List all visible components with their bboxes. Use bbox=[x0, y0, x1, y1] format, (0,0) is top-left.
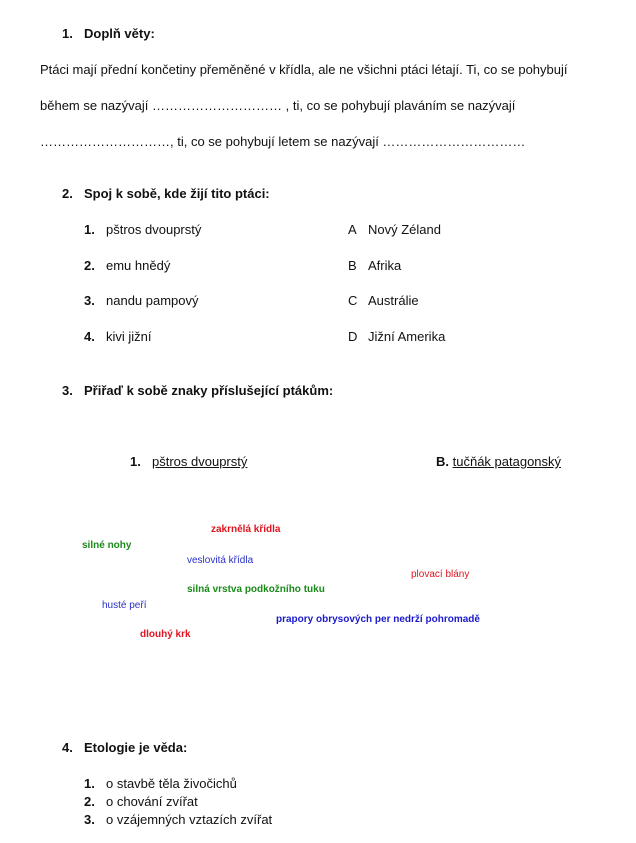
bird-name: emu hnědý bbox=[106, 258, 171, 273]
option-item-1 bbox=[84, 776, 237, 791]
trait-zakrnela-kridla: zakrnělá křídla bbox=[211, 524, 281, 535]
place-name: Afrika bbox=[368, 258, 402, 273]
section-1-line-3: …………………………, ti, co se pohybují letem se nazývají …………………………… bbox=[40, 134, 526, 149]
section-3-number: 3. bbox=[62, 383, 73, 398]
bird-name: kivi jižní bbox=[106, 329, 152, 344]
bird-number: 4. bbox=[84, 329, 95, 344]
bird-column-left-number: 1. bbox=[130, 454, 141, 469]
bird-item-4 bbox=[84, 329, 152, 344]
section-1-heading bbox=[62, 26, 155, 41]
option-item-2 bbox=[84, 794, 198, 809]
section-2-number: 2. bbox=[62, 186, 73, 201]
trait-silne-nohy: silné nohy bbox=[82, 540, 132, 551]
bird-item-2 bbox=[84, 258, 170, 273]
section-2-heading bbox=[62, 186, 270, 201]
place-letter: C bbox=[348, 293, 358, 308]
option-item-3 bbox=[84, 812, 272, 827]
place-name: Austrálie bbox=[368, 293, 419, 308]
bird-column-right-name: tučňák patagonský bbox=[452, 454, 562, 469]
option-text: o stavbě těla živočichů bbox=[106, 776, 237, 791]
trait-silna-vrstva-tuku: silná vrstva podkožního tuku bbox=[187, 584, 325, 595]
bird-column-right-letter: B. bbox=[436, 454, 449, 469]
bird-column-right bbox=[436, 454, 561, 469]
section-1-line-2: během se nazývají ………………………… , ti, co se pohybují plaváním se nazývají bbox=[40, 98, 516, 113]
bird-number: 1. bbox=[84, 222, 95, 237]
section-1-number: 1. bbox=[62, 26, 73, 41]
place-name: Nový Zéland bbox=[368, 222, 441, 237]
option-number: 2. bbox=[84, 794, 95, 809]
bird-item-1 bbox=[84, 222, 201, 237]
trait-prapory-per: prapory obrysových per nedrží pohromadě bbox=[276, 614, 480, 625]
place-letter: B bbox=[348, 258, 357, 273]
bird-column-left-name: pštros dvouprstý bbox=[152, 454, 248, 469]
place-letter: A bbox=[348, 222, 357, 237]
trait-dlouhy-krk: dlouhý krk bbox=[140, 629, 191, 640]
bird-number: 3. bbox=[84, 293, 95, 308]
bird-number: 2. bbox=[84, 258, 95, 273]
section-3-heading bbox=[62, 383, 333, 398]
section-2-title: Spoj k sobě, kde žijí tito ptáci: bbox=[84, 186, 270, 201]
section-1-line-1: Ptáci mají přední končetiny přeměněné v křídla, ale ne všichni ptáci létají. Ti, co se pohybují bbox=[40, 62, 568, 77]
place-item-d bbox=[348, 329, 445, 344]
place-letter: D bbox=[348, 329, 358, 344]
option-number: 1. bbox=[84, 776, 95, 791]
section-4-title: Etologie je věda: bbox=[84, 740, 188, 755]
place-item-b bbox=[348, 258, 401, 273]
place-name: Jižní Amerika bbox=[368, 329, 446, 344]
trait-huste-peri: husté peří bbox=[102, 600, 147, 611]
place-item-a bbox=[348, 222, 441, 237]
trait-plovaci-blany: plovací blány bbox=[411, 569, 470, 580]
bird-name: nandu pampový bbox=[106, 293, 199, 308]
section-4-heading bbox=[62, 740, 187, 755]
section-4-number: 4. bbox=[62, 740, 73, 755]
bird-item-3 bbox=[84, 293, 199, 308]
option-text: o chování zvířat bbox=[106, 794, 198, 809]
option-number: 3. bbox=[84, 812, 95, 827]
bird-name: pštros dvouprstý bbox=[106, 222, 202, 237]
option-text: o vzájemných vztazích zvířat bbox=[106, 812, 273, 827]
bird-column-left bbox=[130, 454, 247, 469]
trait-veslovita-kridla: veslovitá křídla bbox=[187, 555, 254, 566]
section-3-title: Přiřaď k sobě znaky příslušející ptákům: bbox=[84, 383, 334, 398]
place-item-c bbox=[348, 293, 419, 308]
section-1-title: Doplň věty: bbox=[84, 26, 155, 41]
